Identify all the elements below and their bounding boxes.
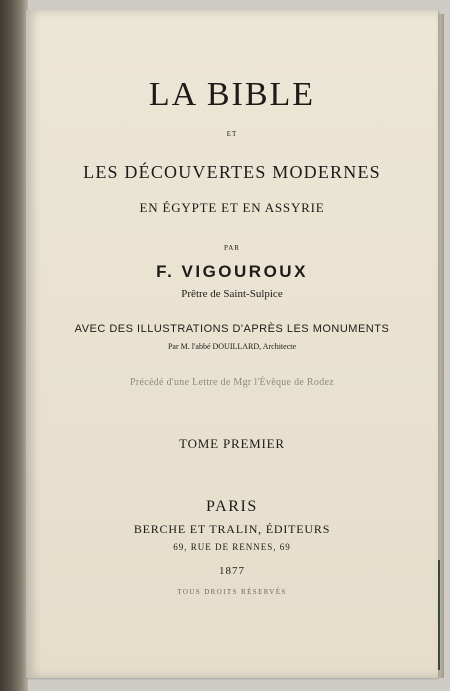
volume-label: TOME PREMIER: [179, 436, 285, 451]
publisher-city: PARIS: [206, 498, 258, 515]
title-page: [26, 10, 438, 678]
by-label: PAR: [224, 244, 240, 252]
rights-notice: TOUS DROITS RÉSERVÉS: [177, 588, 287, 596]
publisher-name: BERCHE ET TRALIN, ÉDITEURS: [133, 522, 331, 536]
illustrations-credit: Par M. l'abbé DOUILLARD, Architecte: [167, 342, 297, 351]
subtitle-place: EN ÉGYPTE ET EN ASSYRIE: [139, 200, 325, 215]
book-title: LA BIBLE: [148, 76, 316, 113]
illustrations-note: AVEC DES ILLUSTRATIONS D'APRÈS LES MONUMENTS: [74, 323, 390, 335]
preface-note: Précédé d'une Lettre de Mgr l'Évêque de Rodez: [130, 377, 334, 388]
subtitle-main: LES DÉCOUVERTES MODERNES: [83, 162, 381, 182]
conjunction: ET: [226, 130, 238, 138]
author-name: F. VIGOUROUX: [156, 262, 308, 281]
author-role: Prêtre de Saint-Sulpice: [181, 288, 283, 300]
publication-year: 1877: [219, 565, 245, 577]
book-spine: [0, 0, 28, 691]
publisher-address: 69, RUE DE RENNES, 69: [173, 542, 291, 552]
